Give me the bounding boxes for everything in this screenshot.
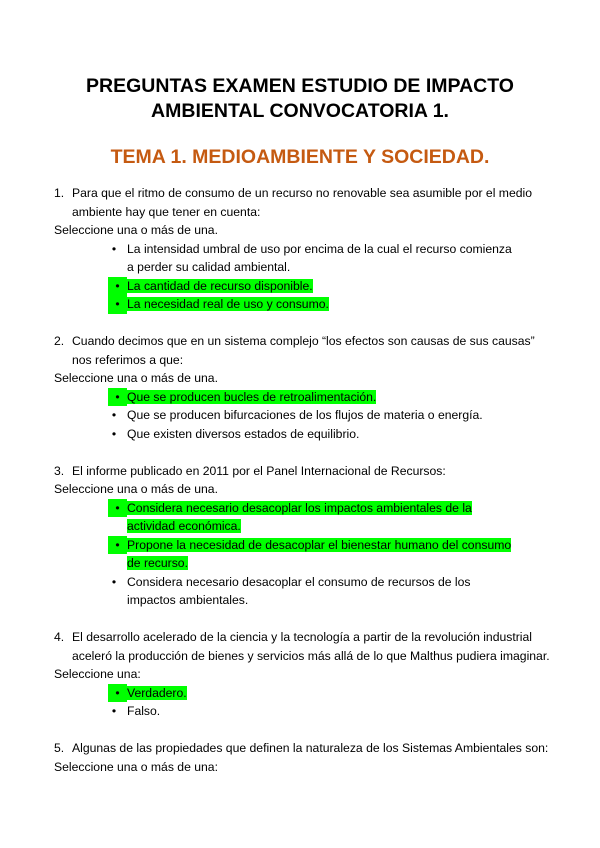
question-number: 4.	[54, 630, 65, 644]
question-text: El desarrollo acelerado de la ciencia y la tecnología a partir de la revolución industrial aceleró la producción de bienes y servicios más allá de lo que Malthus pudiera imaginar.	[72, 630, 550, 663]
selection-prompt: Seleccione una o más de una.	[54, 482, 218, 496]
question	[0, 184, 600, 314]
bullet-icon: •	[108, 684, 127, 703]
question	[0, 332, 600, 443]
bullet-icon: •	[108, 536, 127, 555]
question	[0, 462, 600, 610]
answer-option-correct	[0, 388, 600, 407]
bullet-icon: •	[111, 574, 117, 589]
answer-option-correct	[0, 499, 600, 536]
answer-option-correct	[0, 295, 600, 314]
question-number: 5.	[54, 741, 65, 755]
option-text: La necesidad real de uso y consumo.	[127, 297, 329, 311]
answer-option-correct	[0, 277, 600, 296]
question-stem	[0, 332, 600, 369]
answer-option	[0, 425, 600, 444]
answer-option-correct	[0, 536, 600, 573]
answer-option-correct	[0, 684, 600, 703]
answer-option	[0, 573, 600, 610]
selection-prompt: Seleccione una o más de una:	[54, 759, 218, 774]
option-text: Que se producen bifurcaciones de los flujos de materia o energía.	[127, 408, 483, 422]
section-heading: TEMA 1. MEDIOAMBIENTE Y SOCIEDAD.	[110, 146, 490, 168]
answer-option	[0, 240, 600, 277]
option-text: Considera necesario desacoplar los impactos ambientales de la actividad económica.	[127, 500, 472, 533]
question-number: 1.	[54, 186, 65, 200]
option-list	[0, 388, 600, 444]
selection-prompt: Seleccione una:	[54, 667, 141, 681]
bullet-icon: •	[111, 704, 117, 718]
bullet-icon: •	[108, 388, 127, 407]
selection-prompt: Seleccione una o más de una.	[54, 223, 218, 237]
bullet-icon: •	[111, 241, 117, 256]
question-number: 3.	[54, 463, 65, 478]
option-text: Que existen diversos estados de equilibrio.	[127, 426, 360, 441]
option-text: Verdadero.	[127, 685, 187, 700]
answer-option	[0, 702, 600, 721]
question-stem	[0, 739, 600, 758]
question-text: Para que el ritmo de consumo de un recurso no renovable sea asumible por el medio ambiente hay que tener en cuenta:	[72, 186, 533, 219]
question-stem	[0, 184, 600, 221]
question-text: Algunas de las propiedades que definen la naturaleza de los Sistemas Ambientales son:	[72, 741, 549, 755]
question	[0, 628, 600, 721]
selection-prompt: Seleccione una o más de una.	[54, 371, 218, 385]
question-text: Cuando decimos que en un sistema complejo “los efectos son causas de sus causas” nos referimos a que:	[72, 334, 535, 367]
title-line-1: PREGUNTAS EXAMEN ESTUDIO DE IMPACTO	[86, 75, 514, 97]
option-list	[0, 684, 600, 721]
bullet-icon: •	[111, 426, 117, 441]
option-list	[0, 240, 600, 314]
bullet-icon: •	[108, 499, 127, 518]
option-text: Que se producen bucles de retroalimentación.	[127, 389, 377, 404]
question	[0, 739, 600, 776]
question-list	[0, 184, 600, 795]
answer-option	[0, 406, 600, 425]
bullet-icon: •	[108, 277, 127, 296]
option-text: La intensidad umbral de uso por encima de la cual el recurso comienza a perder su calidad ambiental.	[127, 241, 512, 274]
bullet-icon: •	[108, 295, 127, 314]
question-stem	[0, 628, 600, 665]
option-text: Falso.	[127, 704, 161, 718]
title-line-2: AMBIENTAL CONVOCATORIA 1.	[151, 100, 449, 122]
page-title	[0, 74, 600, 124]
option-text: Considera necesario desacoplar el consumo de recursos de los impactos ambientales.	[127, 574, 471, 607]
question-stem	[0, 462, 600, 481]
option-list	[0, 499, 600, 610]
option-text: La cantidad de recurso disponible.	[127, 278, 313, 293]
question-text: El informe publicado en 2011 por el Panel Internacional de Recursos:	[72, 463, 446, 478]
question-number: 2.	[54, 334, 65, 348]
option-text: Propone la necesidad de desacoplar el bienestar humano del consumo de recurso.	[127, 537, 512, 570]
bullet-icon: •	[111, 408, 117, 422]
